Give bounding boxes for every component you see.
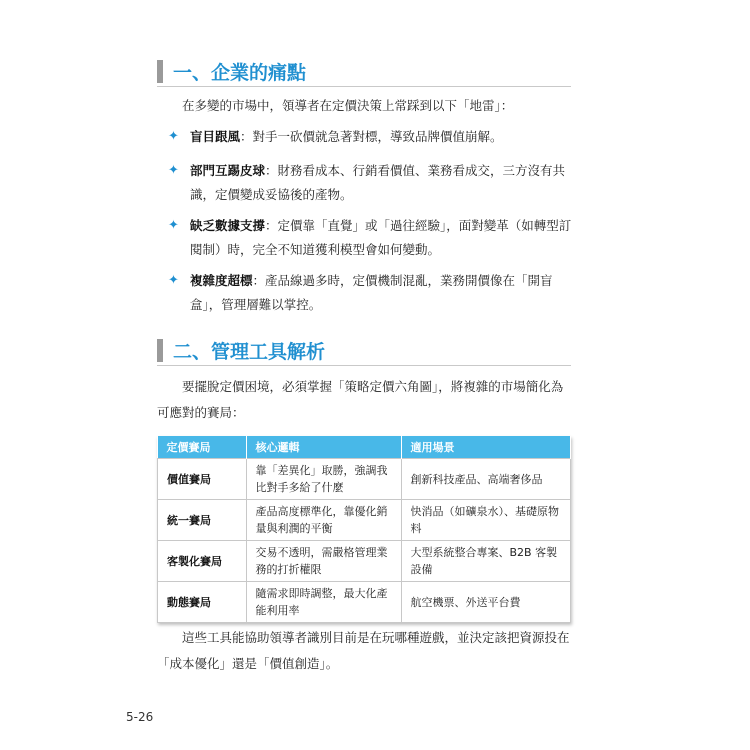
intro-paragraph: 要擺脫定價困境，必須掌握「策略定價六角圖」，將複雜的市場簡化為可應對的賽局： xyxy=(157,379,564,420)
list-item xyxy=(168,159,573,207)
scene-cell: 創新科技產品、高端奢侈品 xyxy=(401,459,571,500)
table-row xyxy=(158,500,571,541)
bullet-term: 部門互踢皮球 xyxy=(190,163,266,178)
pricing-game-table xyxy=(157,436,571,623)
section-heading-tools xyxy=(157,337,571,366)
bullet-text: ：產品線過多時，定價機制混亂，業務開價像在「開盲盒」，管理層難以掌控。 xyxy=(190,273,553,312)
scene-cell: 大型系統整合專案、B2B 客製設備 xyxy=(401,541,571,582)
column-header: 適用場景 xyxy=(401,436,571,459)
logic-cell: 交易不透明，需嚴格管理業務的打折權限 xyxy=(246,541,401,582)
sparkle-bullet-icon: ✦ xyxy=(168,218,179,233)
sparkle-bullet-icon: ✦ xyxy=(168,163,179,178)
bullet-term: 缺乏數據支撐 xyxy=(190,218,266,233)
sparkle-bullet-icon: ✦ xyxy=(168,273,179,288)
section-title: 二、管理工具解析 xyxy=(173,341,326,363)
logic-cell: 產品高度標準化，靠優化銷量與利潤的平衡 xyxy=(246,500,401,541)
table-row xyxy=(158,541,571,582)
game-name-cell: 價值賽局 xyxy=(158,459,247,500)
intro-paragraph: 在多變的市場中，領導者在定價決策上常踩到以下「地雷」： xyxy=(182,98,514,113)
bullet-text: ：定價靠「直覺」或「過往經驗」，面對變革（如轉型訂閱制）時，完全不知道獲利模型會如何變動。 xyxy=(190,218,572,257)
heading-marker xyxy=(157,60,163,83)
heading-marker xyxy=(157,339,163,362)
section-title: 一、企業的痛點 xyxy=(173,62,307,84)
list-item xyxy=(168,125,573,149)
bullet-term: 盲目跟風 xyxy=(190,129,241,144)
list-item xyxy=(168,269,573,317)
bullet-term: 複雜度超標 xyxy=(190,273,253,288)
scene-cell: 航空機票、外送平台費 xyxy=(401,582,571,623)
game-name-cell: 客製化賽局 xyxy=(158,541,247,582)
logic-cell: 靠「差異化」取勝，強調我比對手多給了什麼 xyxy=(246,459,401,500)
game-name-cell: 統一賽局 xyxy=(158,500,247,541)
list-item xyxy=(168,214,573,262)
table-header-row xyxy=(158,436,571,459)
bullet-text: ：對手一砍價就急著對標，導致品牌價值崩解。 xyxy=(240,129,503,144)
table-row xyxy=(158,582,571,623)
sparkle-bullet-icon: ✦ xyxy=(168,129,179,144)
scene-cell: 快消品（如礦泉水）、基礎原物料 xyxy=(401,500,571,541)
closing-paragraph: 這些工具能協助領導者識別目前是在玩哪種遊戲，並決定該把資源投在「成本優化」還是「價值創造」。 xyxy=(157,630,570,671)
table-row xyxy=(158,459,571,500)
column-header: 定價賽局 xyxy=(158,436,247,459)
game-name-cell: 動態賽局 xyxy=(158,582,247,623)
section-heading-pain-points xyxy=(157,58,571,87)
page-number: 5-26 xyxy=(126,710,154,724)
bullet-text: ：財務看成本、行銷看價值、業務看成交，三方沒有共識，定價變成妥協後的產物。 xyxy=(190,163,566,202)
column-header: 核心邏輯 xyxy=(246,436,401,459)
logic-cell: 隨需求即時調整，最大化產能利用率 xyxy=(246,582,401,623)
